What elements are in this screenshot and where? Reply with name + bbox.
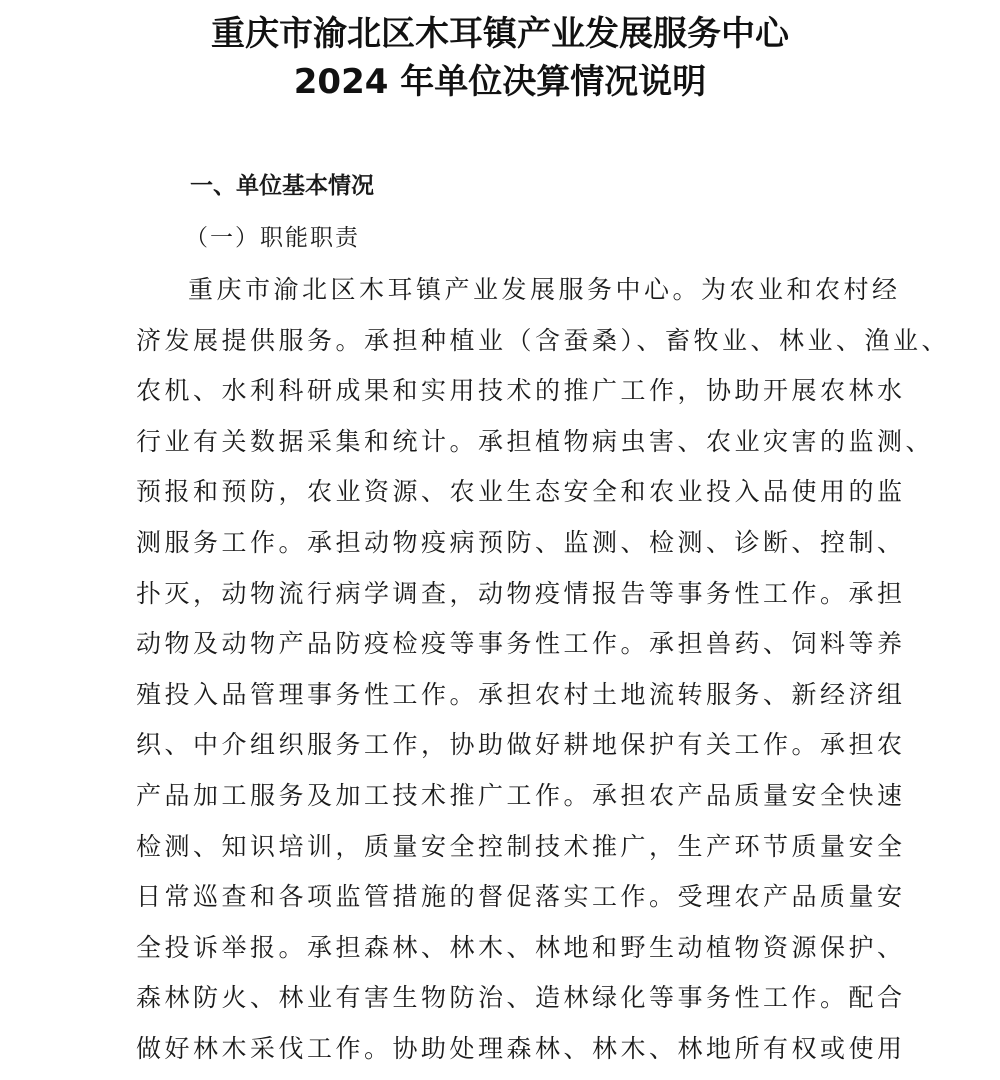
document-title-line-1: 重庆市渝北区木耳镇产业发展服务中心: [211, 14, 789, 54]
paragraph-line: 日常巡查和各项监管措施的督促落实工作。受理农产品质量安: [136, 882, 906, 912]
paragraph-line: 预报和预防，农业资源、农业生态安全和农业投入品使用的监: [136, 477, 906, 507]
paragraph-line: 动物及动物产品防疫检疫等事务性工作。承担兽药、饲料等养: [136, 629, 906, 659]
paragraph-line: 产品加工服务及加工技术推广工作。承担农产品质量安全快速: [136, 780, 906, 810]
paragraph-line: 扑灭，动物流行病学调查，动物疫情报告等事务性工作。承担: [136, 578, 906, 608]
section-heading-basic-info: 一、单位基本情况: [190, 173, 374, 199]
paragraph-line: 重庆市渝北区木耳镇产业发展服务中心。为农业和农村经: [188, 275, 901, 304]
paragraph-line: 检测、知识培训，质量安全控制技术推广，生产环节质量安全: [136, 831, 906, 861]
paragraph-line: 农机、水利科研成果和实用技术的推广工作，协助开展农林水: [136, 376, 906, 406]
paragraph-line: 测服务工作。承担动物疫病预防、监测、检测、诊断、控制、: [136, 527, 906, 557]
paragraph-line: 行业有关数据采集和统计。承担植物病虫害、农业灾害的监测、: [136, 426, 935, 456]
document-title-line-2: 2024 年单位决算情况说明: [293, 62, 707, 102]
subsection-heading-functions: （一）职能职责: [185, 225, 360, 251]
paragraph-line: 森林防火、林业有害生物防治、造林绿化等事务性工作。配合: [136, 983, 906, 1013]
paragraph-line: 织、中介组织服务工作，协助做好耕地保护有关工作。承担农: [136, 730, 906, 760]
paragraph-line: 全投诉举报。承担森林、林木、林地和野生动植物资源保护、: [136, 932, 906, 962]
paragraph-line: 做好林木采伐工作。协助处理森林、林木、林地所有权或使用: [136, 1033, 906, 1063]
functions-paragraph: [136, 270, 951, 1080]
paragraph-line: 殖投入品管理事务性工作。承担农村土地流转服务、新经济组: [136, 679, 906, 709]
paragraph-line: 济发展提供服务。承担种植业（含蚕桑）、畜牧业、林业、渔业、: [136, 325, 951, 355]
